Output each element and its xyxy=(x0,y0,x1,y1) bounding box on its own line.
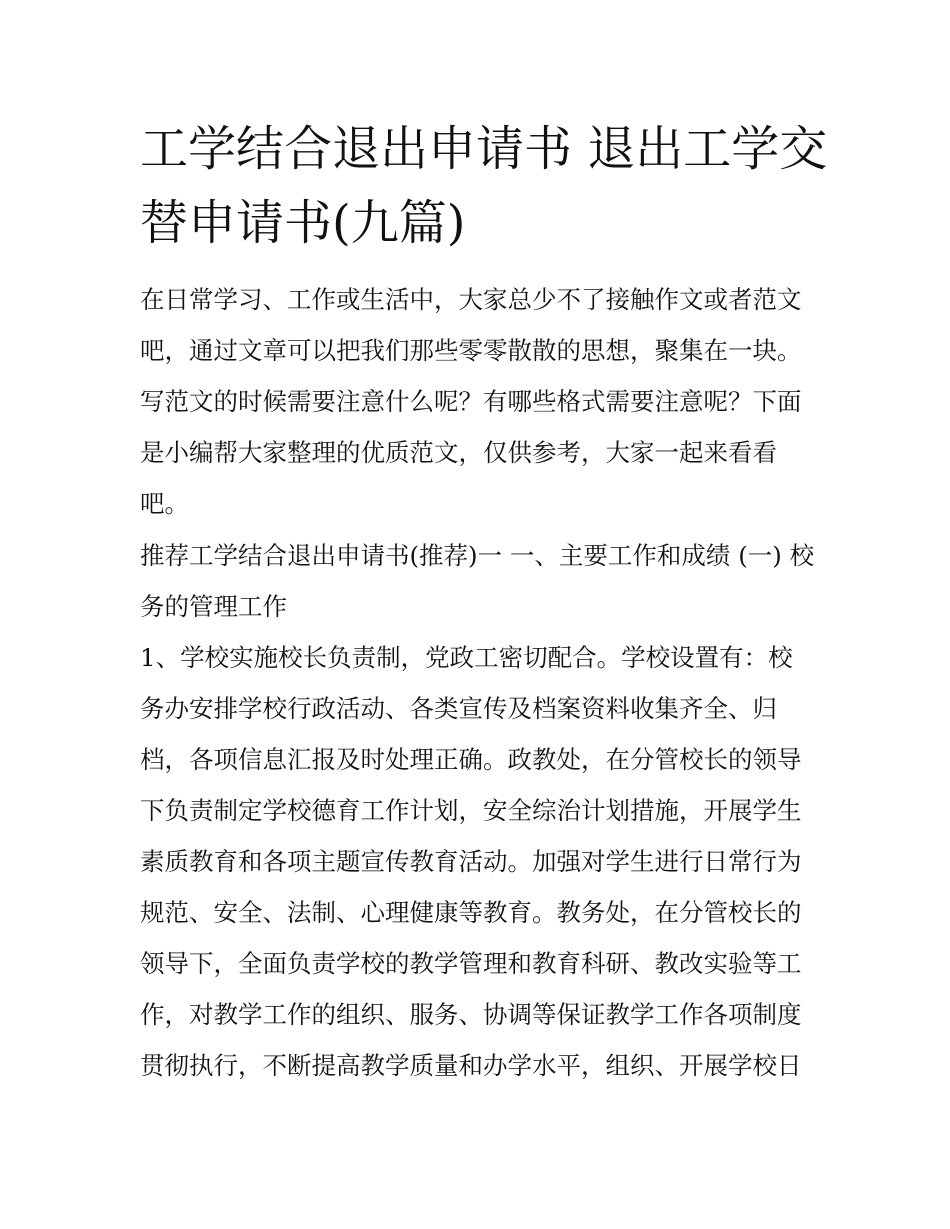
item-1-paragraph: 1、学校实施校长负责制，党政工密切配合。学校设置有：校务办安排学校行政活动、各类宣传及档案资料收集齐全、归档，各项信息汇报及时处理正确。政教处，在分管校长的领导下负责制定学校德育工作计划，安全综治计划措施，开展学生素质教育和各项主题宣传教育活动。加强对学生进行日常行为规范、安全、法制、心理健康等教育。教务处，在分管校长的领导下，全面负责学校的教学管理和教育科研、教改实验等工作，对教学工作的组织、服务、协调等保证教学工作各项制度贯彻执行，不断提高教学质量和办学水平，组织、开展学校日 xyxy=(140,643,802,1080)
document-title: 工学结合退出申请书 退出工学交替申请书(九篇) xyxy=(140,121,828,251)
intro-paragraph: 在日常学习、工作或生活中，大家总少不了接触作文或者范文吧，通过文章可以把我们那些零零散散的思想，聚集在一块。写范文的时候需要注意什么呢？有哪些格式需要注意呢？下面是小编帮大家整理的优质范文，仅供参考，大家一起来看看吧。 xyxy=(140,285,802,518)
recommended-section-heading: 推荐工学结合退出申请书(推荐)一 一、主要工作和成绩 (一) 校务的管理工作 xyxy=(140,541,815,621)
